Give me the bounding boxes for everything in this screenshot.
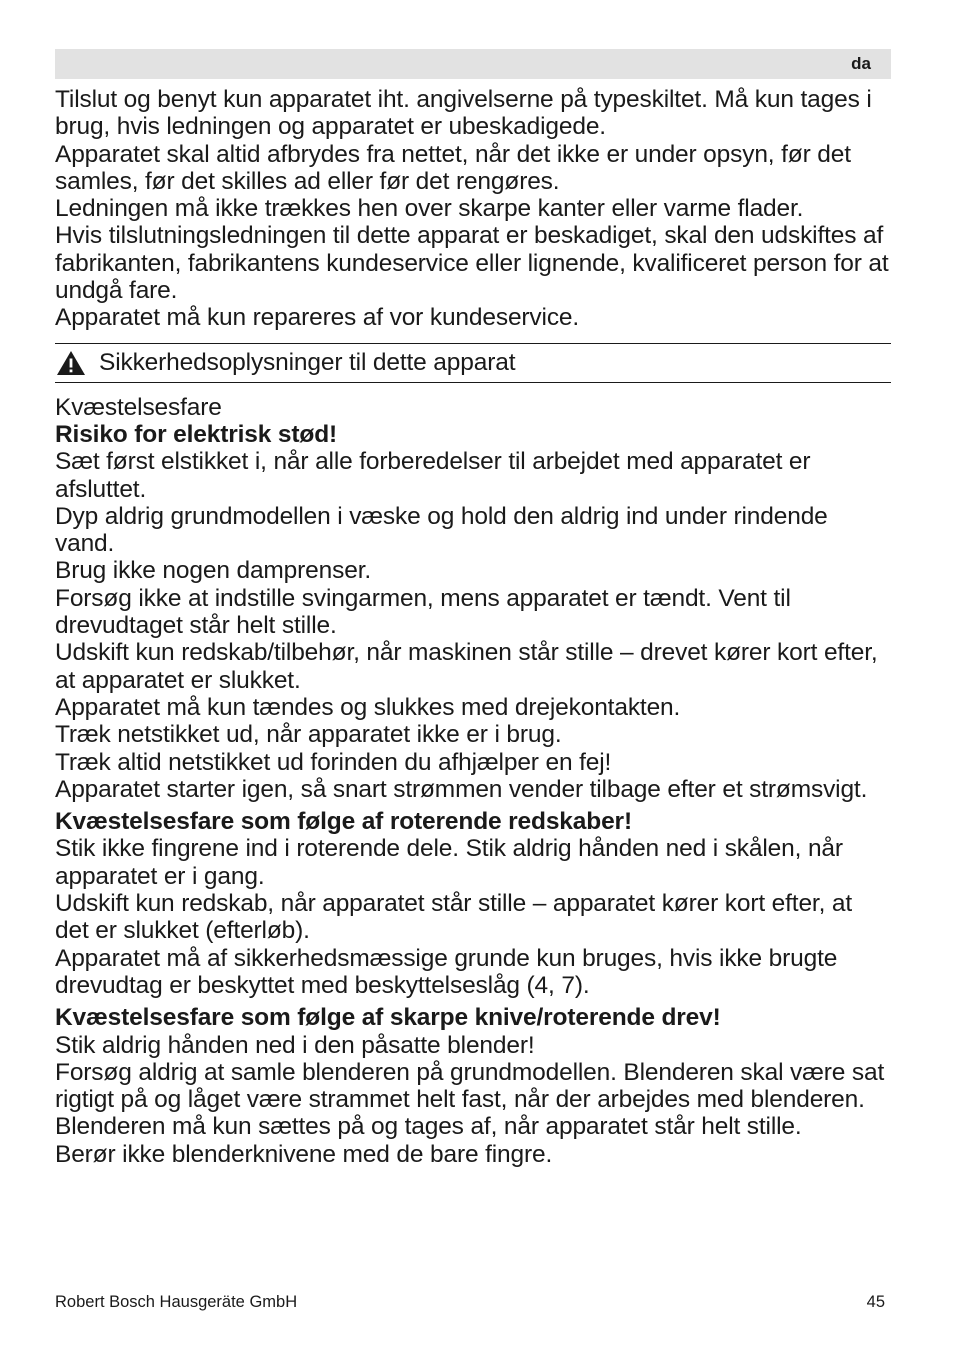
rotating-paragraph: Udskift kun redskab, når apparatet står stille – apparatet kører kort efter, at det er slukket (efterløb). xyxy=(55,890,853,945)
shock-paragraph: Apparatet starter igen, så snart strømmen vender tilbage efter et strømsvigt. xyxy=(55,775,868,803)
rotating-paragraph: Stik ikke fingrene ind i roterende dele. Stik aldrig hånden ned i skålen, når apparatet er i gang. xyxy=(55,835,843,890)
injury-heading: Kvæstelsesfare xyxy=(55,393,222,421)
intro-block xyxy=(55,86,891,332)
knives-paragraph: Stik aldrig hånden ned i den påsatte blender! xyxy=(55,1031,535,1059)
knives-title: Kvæstelsesfare som følge af skarpe knive/roterende drev! xyxy=(55,1004,721,1032)
section-header xyxy=(55,343,891,383)
section-title: Sikkerhedsoplysninger til dette apparat xyxy=(99,349,516,377)
shock-paragraph: Forsøg ikke at indstille svingarmen, mens apparatet er tændt. Vent til drevudtaget står helt stille. xyxy=(55,584,791,640)
intro-paragraph: Apparatet må kun repareres af vor kundeservice. xyxy=(55,304,580,332)
rotating-paragraph: Apparatet må af sikkerhedsmæssige grunde kun bruges, hvis ikke brugte drevudtag er beskyttet med beskyttelseslåg (4, 7). xyxy=(55,944,838,999)
footer-company: Robert Bosch Hausgeräte GmbH xyxy=(55,1293,298,1311)
warning-triangle-icon xyxy=(56,350,86,376)
shock-paragraph: Træk netstikket ud, når apparatet ikke er i brug. xyxy=(55,721,562,749)
shock-paragraph: Dyp aldrig grundmodellen i væske og hold den aldrig ind under rindende vand. xyxy=(55,502,828,558)
page-body xyxy=(55,86,891,1168)
intro-paragraph: Hvis tilslutningsledningen til dette apparat er beskadiget, skal den udskiftes af fabrikanten, fabrikantens kundeservice eller lignende, kvalificeret person for at undgå fare. xyxy=(55,222,889,305)
knives-paragraph: Forsøg aldrig at samle blenderen på grundmodellen. Blenderen skal være sat rigtigt på og låget være strammet helt fast, når der arbejdes med blenderen. xyxy=(55,1058,885,1114)
knives-paragraph: Berør ikke blenderknivene med de bare fingre. xyxy=(55,1140,553,1168)
rotating-title: Kvæstelsesfare som følge af roterende redskaber! xyxy=(55,808,632,836)
knives-block xyxy=(55,1004,891,1168)
intro-paragraph: Tilslut og benyt kun apparatet iht. angivelserne på typeskiltet. Må kun tages i brug, hvis ledningen og apparatet er ubeskadigede. xyxy=(55,86,872,141)
rotating-block xyxy=(55,808,891,999)
shock-paragraph: Udskift kun redskab/tilbehør, når maskinen står stille – drevet kører kort efter, at apparatet er slukket. xyxy=(55,639,878,694)
shock-block xyxy=(55,421,891,803)
shock-paragraph: Sæt først elstikket i, når alle forberedelser til arbejdet med apparatet er afsluttet. xyxy=(55,448,811,503)
shock-paragraph: Brug ikke nogen damprenser. xyxy=(55,557,372,585)
language-bar xyxy=(55,49,891,79)
page-number: 45 xyxy=(866,1293,885,1311)
shock-title: Risiko for elektrisk stød! xyxy=(55,420,338,448)
shock-paragraph: Træk altid netstikket ud forinden du afhjælper en fej! xyxy=(55,748,612,776)
shock-paragraph: Apparatet må kun tændes og slukkes med drejekontakten. xyxy=(55,693,681,721)
intro-paragraph: Apparatet skal altid afbrydes fra nettet, når det ikke er under opsyn, før det samles, før det skilles ad eller før det rengøres. xyxy=(55,140,851,195)
intro-paragraph: Ledningen må ikke trækkes hen over skarpe kanter eller varme flader. xyxy=(55,195,804,223)
knives-paragraph: Blenderen må kun sættes på og tages af, når apparatet står helt stille. xyxy=(55,1113,802,1141)
language-code: da xyxy=(851,54,871,73)
